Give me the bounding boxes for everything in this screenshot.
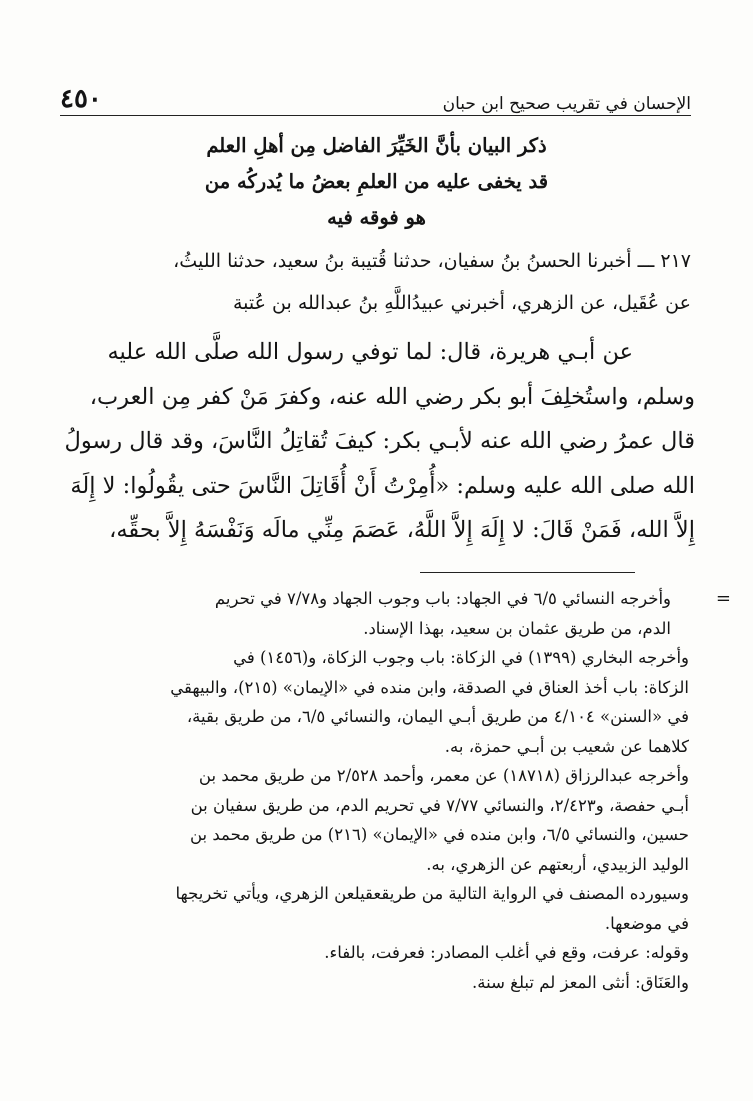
isnad-text: أخبرنا الحسنُ بنُ سفيان، حدثنا قُتيبة بنُ سعيد، حدثنا الليثُ، xyxy=(173,250,632,272)
footnote-line: وقوله: عرفت، وقع في أغلب المصادر: فعرفت، بالفاء. xyxy=(324,943,689,962)
running-title: الإحسان في تقريب صحيح ابن حبان xyxy=(442,94,691,114)
footnote-line: كلاهما عن شعيب بن أبـي حمزة، به. xyxy=(444,736,689,756)
continuation-marker: = xyxy=(715,588,731,609)
matn-line: إِلاَّ الله، فَمَنْ قَالَ: لا إِلَهَ إِلاَّ اللَّهُ، عَصَمَ مِنِّي مالَه وَنَفْسَهُ إِلاَّ بحقِّه، xyxy=(109,517,695,543)
hadith-matn xyxy=(50,330,695,553)
footnote-line: وأخرجه عبدالرزاق (١٨٧١٨) عن معمر، وأحمد ٢/٥٢٨ من طريق محمد بن xyxy=(198,766,689,785)
isnad-line: عن عُقَيل، عن الزهري، أخبرني عبيدُاللَّهِ بنُ عبدالله بن عُتبة xyxy=(233,292,691,314)
chapter-heading-line: ذكر البيان بأنَّ الخَيِّرَ الفاضل مِن أهلِ العلم xyxy=(206,134,547,157)
footnote-line: الزكاة: باب أخذ العناق في الصدقة، وابن منده في «الإيمان» (٢١٥)، والبيهقي xyxy=(170,677,689,697)
footnote-line: وأخرجه البخاري (١٣٩٩) في الزكاة: باب وجوب الزكاة، و(١٤٥٦) في xyxy=(233,648,689,667)
matn-line: قال عمرُ رضي الله عنه لأبـي بكر: كيفَ تُقاتِلُ النَّاسَ، وقد قال رسولُ xyxy=(64,428,695,454)
footnote-line xyxy=(62,584,731,614)
hadith-isnad xyxy=(40,240,691,324)
footnotes xyxy=(62,584,731,997)
chapter-heading-line: قد يخفى عليه من العلمِ بعضُ ما يُدركُه من xyxy=(204,170,549,193)
chapter-heading xyxy=(120,128,633,236)
header-divider xyxy=(60,115,691,116)
footnote-divider xyxy=(420,572,635,573)
footnote-line: أبـي حفصة، و٢/٤٢٣، والنسائي ٧/٧٧ في تحريم الدم، من طريق سفيان بن xyxy=(190,795,689,815)
footnote-line: حسين، والنسائي ٦/٥، وابن منده في «الإيمان» (٢١٦) من طريق محمد بن xyxy=(190,825,689,844)
matn-line: الله صلى الله عليه وسلم: «أُمِرْتُ أَنْ أُقَاتِلَ النَّاسَ حتى يقُولُوا: لا إِلَهَ xyxy=(70,472,695,499)
hadith-dash: ـــ xyxy=(637,250,655,272)
footnote-line: والعَنَاق: أنثى المعز لم تبلغ سنة. xyxy=(472,972,689,992)
matn-line: وسلم، واستُخلِفَ أبو بكر رضي الله عنه، وكفرَ مَنْ كفر مِن العرب، xyxy=(89,383,695,410)
footnote-line: في «السنن» ٤/١٠٤ من طريق أبـي اليمان، والنسائي ٦/٥، من طريق بقية، xyxy=(186,707,689,726)
page-number: ٤٥٠ xyxy=(60,84,102,114)
hadith-number: ٢١٧ xyxy=(660,250,691,272)
chapter-heading-line: هو فوقه فيه xyxy=(327,206,426,229)
footnote-line: وسيورده المصنف في الرواية التالية من طريقعقيلعن الزهري، ويأتي تخريجها xyxy=(175,884,689,903)
matn-line: عن أبـي هريرة، قال: لما توفي رسول الله صلَّى الله عليه xyxy=(107,339,633,365)
running-header xyxy=(60,80,691,114)
footnote-line: الدم، من طريق عثمان بن سعيد، بهذا الإسناد. xyxy=(363,618,671,638)
footnote-line: في موضعها. xyxy=(604,913,689,933)
isnad-line xyxy=(40,240,691,282)
footnote-text: وأخرجه النسائي ٦/٥ في الجهاد: باب وجوب الجهاد و٧/٧٨ في تحريم xyxy=(214,589,671,608)
footnote-line: الوليد الزبيدي، أربعتهم عن الزهري، به. xyxy=(426,854,689,874)
